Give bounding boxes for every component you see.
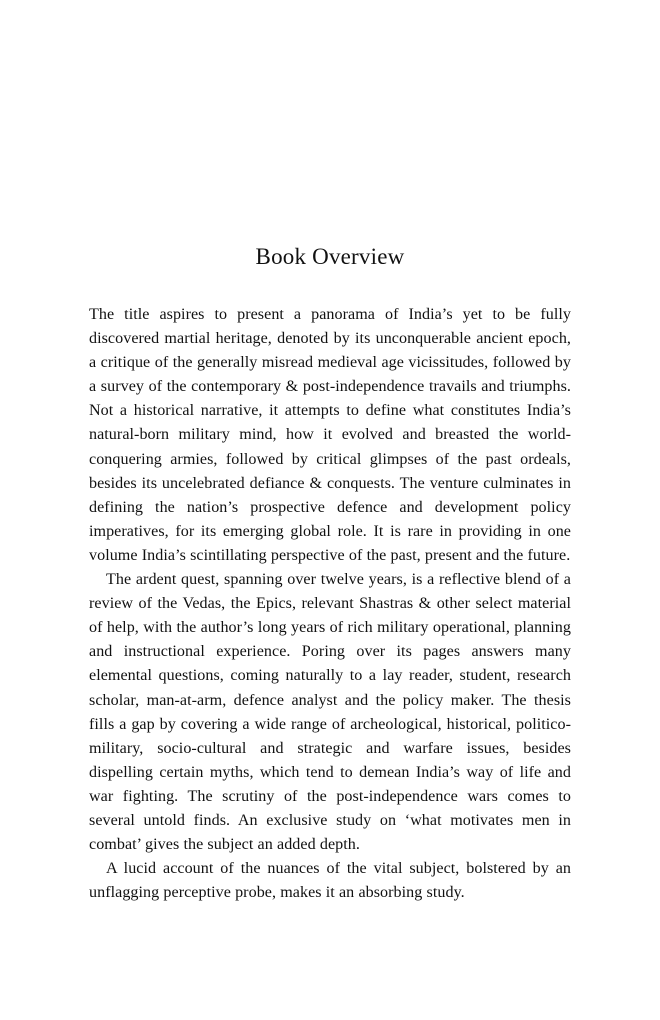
page-title: Book Overview [255,244,405,269]
body-text [89,271,571,905]
paragraph-2: The ardent quest, spanning over twelve years, is a reflective blend of a review of the Vedas, the Epics, relevant Shastras & other select material of help, with the author’s long years of rich military operational, planning and instructional experience. Poring over its pages answers many elemental questions, coming naturally to a lay reader, student, research scholar, man-at-arm, defence analyst and the policy maker. The thesis fills a gap by covering a wide range of archeological, historical, politico-military, socio-cultural and strategic and warfare issues, besides dispelling certain myths, which tend to demean India’s way of life and war fighting. The scrutiny of the post-independence wars comes to several untold finds. An exclusive study on ‘what motivates men in combat’ gives the subject an added depth. [89,571,571,854]
paragraph-3: A lucid account of the nuances of the vital subject, bolstered by an unflagging perceptive probe, makes it an absorbing study. [89,860,571,902]
page-content [89,0,571,905]
paragraph-1: The title aspires to present a panorama of India’s yet to be fully discovered martial heritage, denoted by its unconquerable ancient epoch, a critique of the generally misread medieval age vicissitudes, followed by a survey of the contemporary & post-independence travails and triumphs. Not a historical narrative, it attempts to define what constitutes India’s natural-born military mind, how it evolved and breasted the world-conquering armies, followed by critical glimpses of the past ordeals, besides its uncelebrated defiance & conquests. The venture culminates in defining the nation’s prospective defence and development policy imperatives, for its emerging global role. It is rare in providing in one volume India’s scintillating perspective of the past, present and the future. [89,306,571,564]
